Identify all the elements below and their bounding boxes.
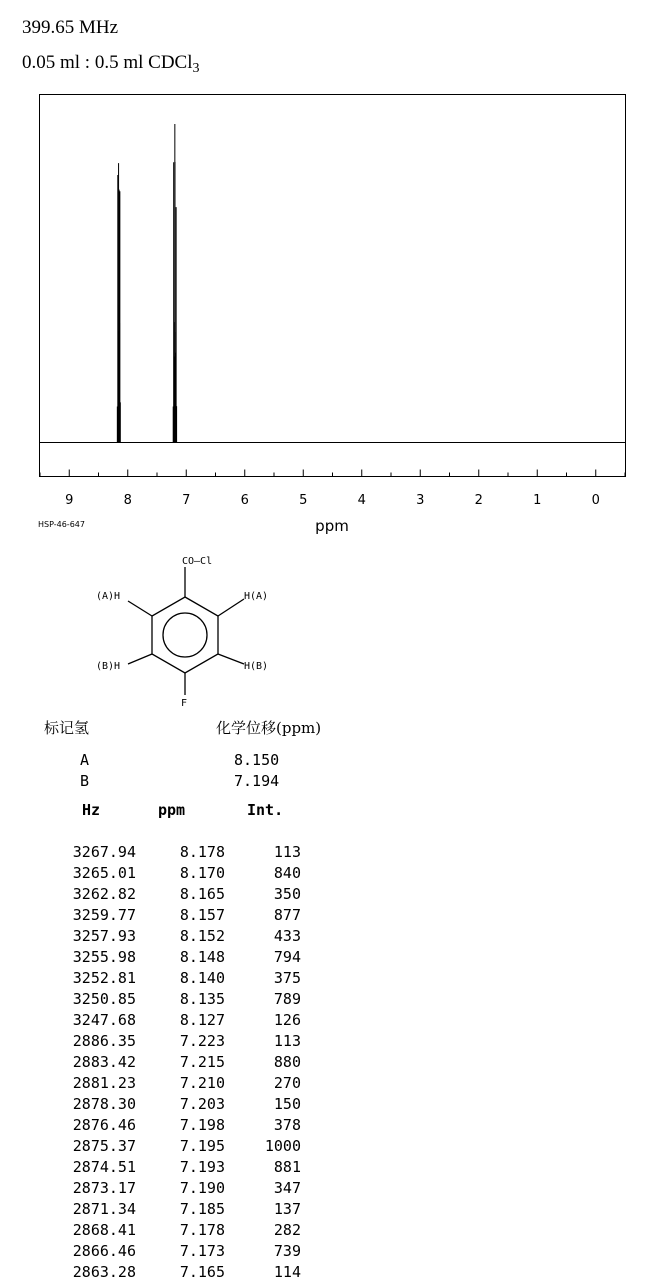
hz-cell: 3257.93 (72, 927, 136, 945)
structure-diagram (128, 567, 244, 695)
hz-cell: 3252.81 (72, 969, 136, 987)
peak-header-int: Int. (247, 801, 284, 819)
table-row (44, 1157, 301, 1178)
table-row (44, 842, 301, 863)
int-cell: 347 (273, 1179, 301, 1197)
bond-h-left-bottom (128, 654, 152, 664)
table-row (44, 1178, 301, 1199)
table-row (44, 1073, 301, 1094)
x-axis-label: ppm (315, 517, 349, 535)
ppm-cell: 8.157 (179, 906, 225, 924)
table-row (44, 1031, 301, 1052)
sample-prefix: 0.05 ml : 0.5 ml CDCl (22, 52, 193, 73)
ppm-cell: 8.152 (179, 927, 225, 945)
table-row (44, 884, 301, 905)
ppm-cell: 7.223 (179, 1032, 225, 1050)
peak-series (117, 124, 176, 443)
table-row (44, 1094, 301, 1115)
ppm-cell: 7.173 (179, 1242, 225, 1260)
int-cell: 375 (273, 969, 301, 987)
bond-h-left-top (128, 601, 152, 616)
x-tick-label: 2 (474, 493, 483, 508)
shift-col-shift: 化学位移(ppm) (216, 719, 322, 737)
hz-cell: 2881.23 (72, 1074, 136, 1092)
int-cell: 433 (273, 927, 301, 945)
ppm-cell: 7.165 (179, 1263, 225, 1281)
ppm-cell: 7.195 (179, 1137, 225, 1155)
int-cell: 113 (273, 1032, 301, 1050)
peak-table (44, 842, 301, 1283)
ppm-cell: 8.135 (179, 990, 225, 1008)
int-cell: 1000 (264, 1137, 301, 1155)
bond-h-right-bottom (218, 654, 244, 664)
x-tick-label: 8 (123, 493, 132, 508)
plot-frame (40, 95, 626, 477)
x-tick-label: 7 (182, 493, 191, 508)
int-cell: 126 (273, 1011, 301, 1029)
shift-value-b: 7.194 (234, 772, 280, 790)
hz-cell: 3255.98 (72, 948, 136, 966)
label-h-a-left: (A)H (96, 591, 121, 602)
label-h-b-right: H(B) (244, 661, 269, 672)
structure-labels (96, 556, 268, 709)
hz-cell: 2863.28 (72, 1263, 136, 1281)
ppm-cell: 7.193 (179, 1158, 225, 1176)
int-cell: 282 (273, 1221, 301, 1239)
int-cell: 881 (273, 1158, 301, 1176)
shift-label-b: B (80, 772, 90, 790)
hz-cell: 2874.51 (72, 1158, 136, 1176)
int-cell: 114 (273, 1263, 301, 1281)
ppm-cell: 8.127 (179, 1011, 225, 1029)
ppm-cell: 7.198 (179, 1116, 225, 1134)
x-tick-label: 6 (240, 493, 249, 508)
x-tick-label: 0 (591, 493, 600, 508)
int-cell: 378 (273, 1116, 301, 1134)
shift-label-a: A (80, 751, 90, 769)
table-row (44, 1220, 301, 1241)
int-cell: 877 (273, 906, 301, 924)
hz-cell: 3267.94 (72, 843, 136, 861)
table-row (44, 989, 301, 1010)
label-h-b-left: (B)H (96, 661, 121, 672)
peak-header-ppm: ppm (158, 801, 186, 819)
int-cell: 113 (273, 843, 301, 861)
label-carbonyl-chloride: CO—Cl (182, 556, 213, 567)
table-row (44, 1010, 301, 1031)
x-axis-tick-labels (65, 493, 600, 508)
ppm-cell: 8.148 (179, 948, 225, 966)
benzene-ring (152, 597, 218, 673)
int-cell: 840 (273, 864, 301, 882)
ppm-cell: 8.165 (179, 885, 225, 903)
int-cell: 150 (273, 1095, 301, 1113)
int-cell: 137 (273, 1200, 301, 1218)
ppm-cell: 7.185 (179, 1200, 225, 1218)
int-cell: 270 (273, 1074, 301, 1092)
x-tick-label: 4 (357, 493, 366, 508)
hz-cell: 2876.46 (72, 1116, 136, 1134)
spectrometer-frequency: 399.65 MHz (22, 17, 119, 38)
ppm-cell: 8.178 (179, 843, 225, 861)
table-row (44, 1241, 301, 1262)
x-tick-label: 3 (416, 493, 425, 508)
x-tick-label: 5 (299, 493, 308, 508)
peak-header-hz: Hz (82, 801, 101, 819)
table-row (44, 905, 301, 926)
hz-cell: 3262.82 (72, 885, 136, 903)
label-fluorine: F (181, 698, 188, 709)
bond-h-right-top (218, 599, 244, 616)
aromatic-circle (163, 613, 207, 657)
x-tick-label: 1 (533, 493, 542, 508)
hz-cell: 2871.34 (72, 1200, 136, 1218)
shift-value-a: 8.150 (234, 751, 280, 769)
hz-cell: 2873.17 (72, 1179, 136, 1197)
table-row (44, 1262, 301, 1283)
x-tick-label: 9 (65, 493, 74, 508)
int-cell: 789 (273, 990, 301, 1008)
ppm-cell: 7.178 (179, 1221, 225, 1239)
hz-cell: 3259.77 (72, 906, 136, 924)
spectrum-code: HSP-46-647 (38, 520, 85, 529)
ppm-cell: 7.215 (179, 1053, 225, 1071)
hz-cell: 2883.42 (72, 1053, 136, 1071)
ppm-cell: 8.170 (179, 864, 225, 882)
hz-cell: 3250.85 (72, 990, 136, 1008)
sample-subscript: 3 (192, 61, 200, 76)
hz-cell: 2868.41 (72, 1221, 136, 1239)
table-row (44, 947, 301, 968)
x-axis-ticks (40, 470, 625, 477)
table-row (44, 863, 301, 884)
ppm-cell: 7.190 (179, 1179, 225, 1197)
ppm-cell: 8.140 (179, 969, 225, 987)
int-cell: 739 (273, 1242, 301, 1260)
hz-cell: 2878.30 (72, 1095, 136, 1113)
hz-cell: 3265.01 (72, 864, 136, 882)
label-h-a-right: H(A) (244, 591, 269, 602)
shift-col-label: 标记氢 (44, 719, 90, 737)
hz-cell: 2886.35 (72, 1032, 136, 1050)
int-cell: 794 (273, 948, 301, 966)
table-row (44, 1052, 301, 1073)
table-row (44, 1136, 301, 1157)
hz-cell: 2875.37 (72, 1137, 136, 1155)
ppm-cell: 7.203 (179, 1095, 225, 1113)
int-cell: 880 (273, 1053, 301, 1071)
table-row (44, 1115, 301, 1136)
table-row (44, 968, 301, 989)
hz-cell: 3247.68 (72, 1011, 136, 1029)
int-cell: 350 (273, 885, 301, 903)
ppm-cell: 7.210 (179, 1074, 225, 1092)
table-row (44, 926, 301, 947)
hz-cell: 2866.46 (72, 1242, 136, 1260)
table-row (44, 1199, 301, 1220)
